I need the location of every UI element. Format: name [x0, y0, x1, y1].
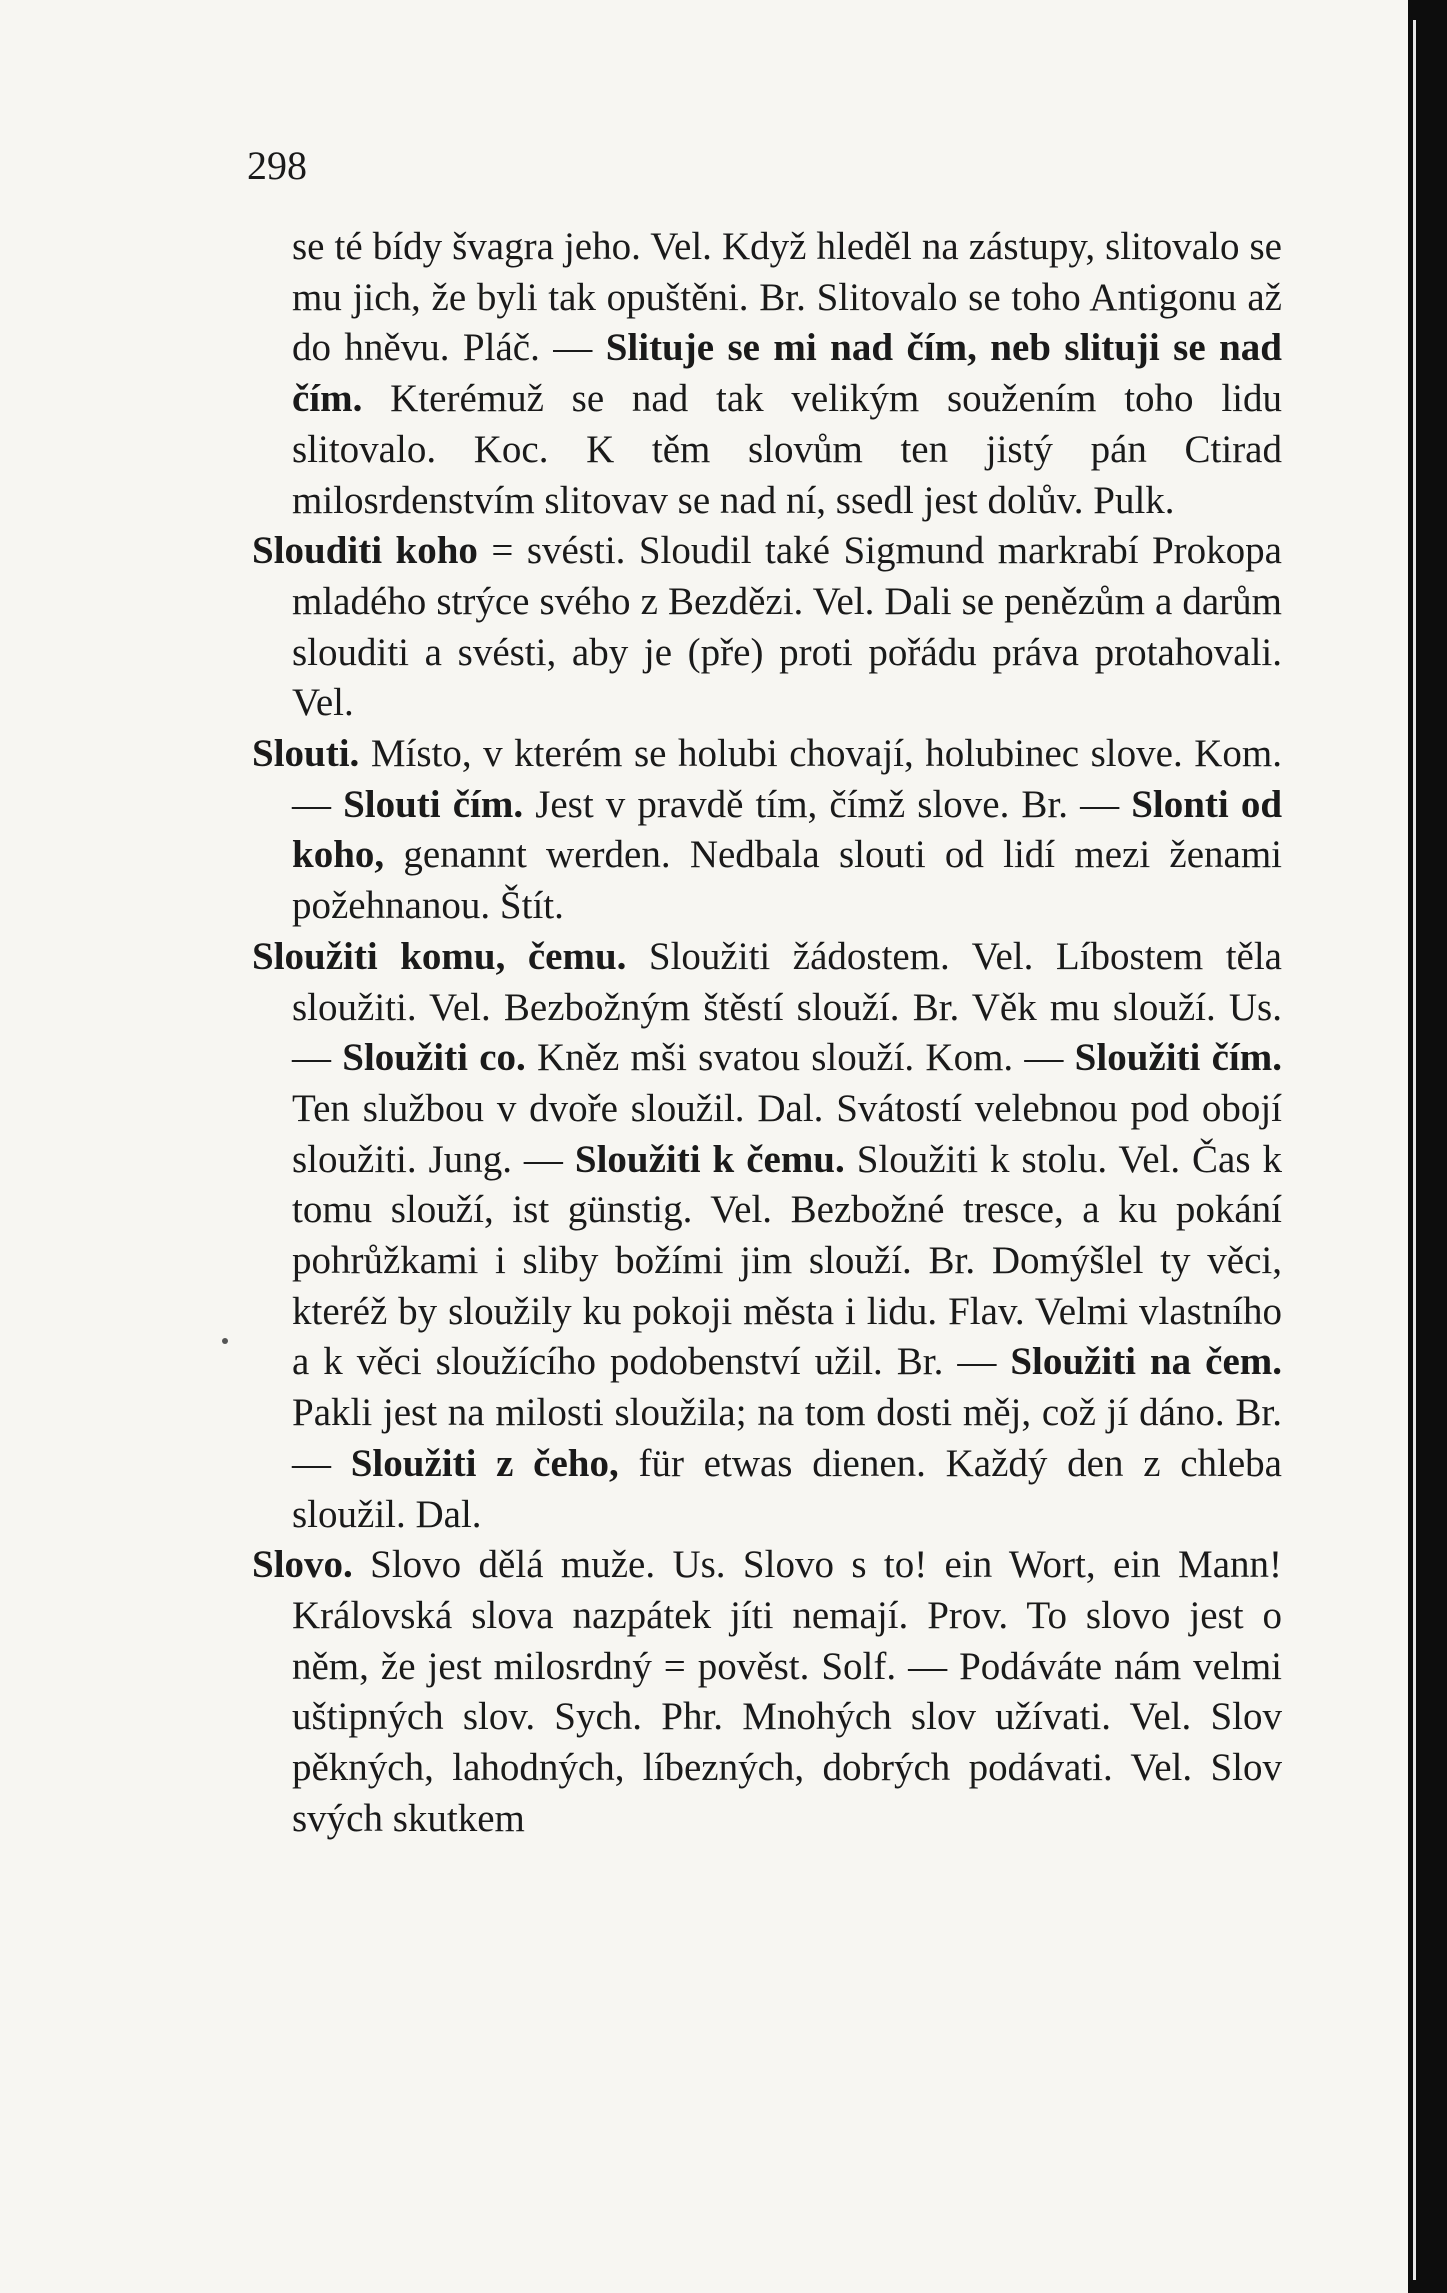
dictionary-entry — [252, 932, 1282, 1540]
entry-headword: Slovo. — [252, 1543, 353, 1587]
page-number: 298 — [247, 143, 307, 188]
entry-headword: Slonti od koho, — [292, 782, 1283, 877]
entry-headword: Sloužiti k čemu. — [574, 1137, 845, 1181]
entry-text: Kterémuž se nad tak velikým soužením toho lidu slitovalo. Koc. K těm slovům ten jistý pán Ctirad milosrdenstvím slitovav se nad ní, ssedl jest dolův. Pulk. — [292, 377, 1282, 522]
entry-text: = svésti. Sloudil také Sigmund markrabí Prokopa mladého strýce svého z Bezdězi. Vel. Dali se penězům a darům slouditi a svésti, aby je (pře) proti pořádu práva protahovali. Vel. — [292, 529, 1282, 725]
dictionary-entry — [252, 729, 1282, 932]
entry-headword: Slouditi koho — [252, 529, 478, 573]
entry-text: genannt werden. Nedbala slouti od lidí mezi ženami požehnanou. Štít. — [292, 833, 1282, 928]
margin-speck — [222, 1338, 228, 1344]
entry-text: se té bídy švagra jeho. Vel. Když hleděl na zástupy, slitovalo se mu jich, že byli tak opuštěni. Br. Slitovalo se toho Antigonu až do hněvu. Pláč. — — [292, 225, 1282, 370]
entry-headword: Sloužiti čím. — [1074, 1036, 1282, 1080]
entry-text: Sloužiti žádostem. Vel. Líbostem těla sloužiti. Vel. Bezbožným štěstí slouží. Br. Věk mu slouží. Us. — — [292, 934, 1282, 1080]
dictionary-entry — [252, 526, 1282, 729]
scan-edge-line — [1413, 20, 1416, 2280]
dictionary-entry — [252, 222, 1282, 526]
entry-text: für etwas dienen. Každý den z chleba sloužil. Dal. — [292, 1441, 1282, 1536]
entry-headword: Sloužiti co. — [342, 1036, 526, 1080]
entry-text: Kněz mši svatou slouží. Kom. — — [525, 1036, 1075, 1080]
entry-headword: Sloužiti komu, čemu. — [252, 934, 627, 978]
entry-text: Sloužiti k stolu. Vel. Čas k tomu slouží, ist günstig. Vel. Bezbožné tresce, a ku pokání pohrůžkami i sliby božími jim slouží. Br. Domýšlel ty věci, kteréž by sloužily ku pokoji města i lidu. Flav. Velmi vlastního a k věci sloužícího podobenství užil. Br. — — [292, 1137, 1283, 1384]
entry-text: Ten službou v dvoře sloužil. Dal. Svátostí velebnou pod obojí sloužiti. Jung. — — [292, 1086, 1282, 1181]
entry-text: Jest v pravdě tím, čímž slove. Br. — — [523, 782, 1132, 826]
entry-headword: Sloužiti z čeho, — [350, 1441, 619, 1485]
entry-headword: Slouti čím. — [343, 782, 524, 826]
dictionary-text — [252, 222, 1282, 1845]
entry-headword: Slituje se mi nad čím, neb slituji se nad čím. — [292, 326, 1282, 421]
entry-text: Místo, v kterém se holubi chovají, holubinec slove. Kom. — — [292, 732, 1282, 826]
dictionary-entry — [252, 1540, 1282, 1844]
entry-text: Pakli jest na milosti sloužila; na tom dosti měj, což jí dáno. Br. — — [292, 1391, 1282, 1485]
entry-text: Slovo dělá muže. Us. Slovo s to! ein Wort, ein Mann! Královská slova nazpátek jíti nemají. Prov. To slovo jest o něm, že jest milosrdný = pověst. Solf. — Podáváte nám velmi uštipných slov. Sych. Phr. Mnohých slov užívati. Vel. Slov pěkných, lahodných, líbezných, dobrých podávati. Vel. Slov svých skutkem — [292, 1543, 1282, 1840]
entry-headword: Sloužiti na čem. — [1010, 1340, 1282, 1384]
entry-headword: Slouti. — [252, 732, 360, 776]
